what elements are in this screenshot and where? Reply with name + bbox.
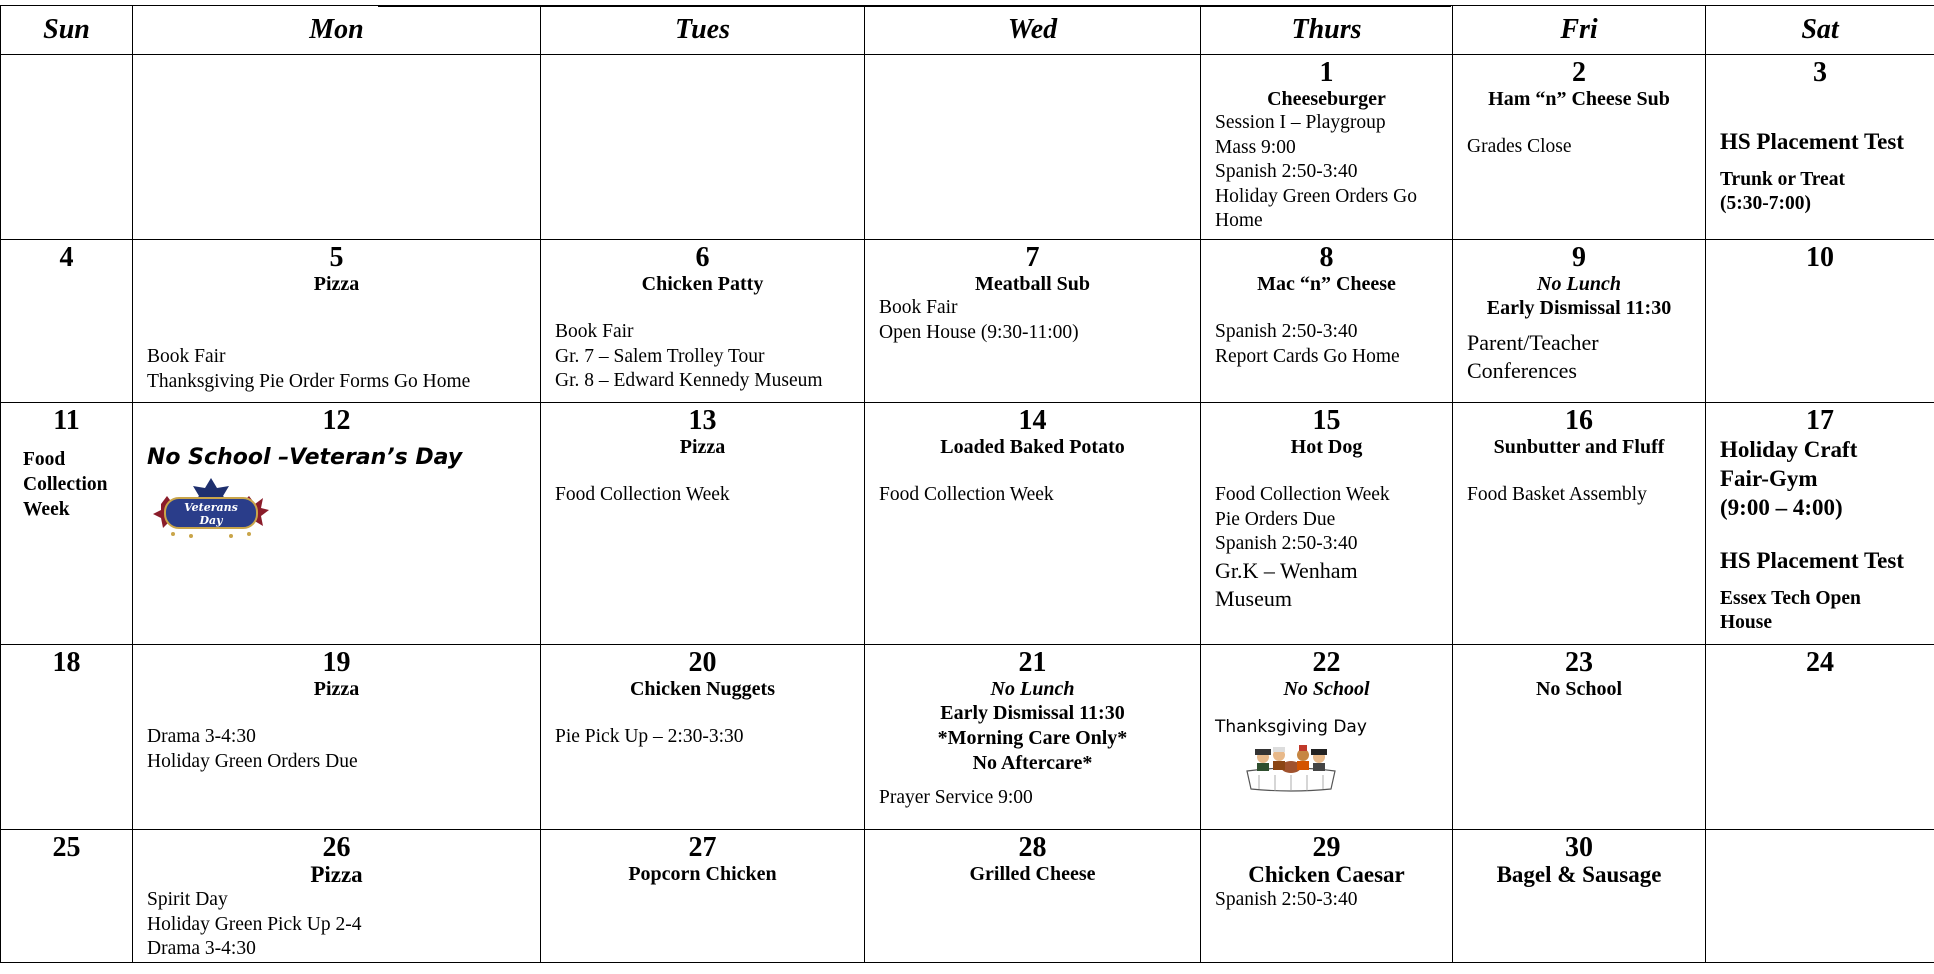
day-number: 14 (1018, 405, 1047, 436)
day-number: 4 (59, 242, 74, 273)
day-cell-5 (133, 240, 541, 403)
day-number: 13 (688, 405, 717, 436)
header-sun: Sun (1, 6, 133, 55)
day-cell-15 (1201, 403, 1453, 645)
lunch-menu: Meatball Sub (974, 273, 1091, 295)
week-row-1 (1, 55, 1934, 240)
event-bold: Week (23, 499, 70, 520)
header-fri: Fri (1453, 6, 1706, 55)
day-number: 12 (322, 405, 351, 436)
day-cell-9 (1453, 240, 1706, 403)
early-dismissal: Early Dismissal 11:30 (940, 702, 1125, 724)
week-row-5 (1, 830, 1934, 963)
lunch-menu: Chicken Caesar (1248, 862, 1405, 887)
weekday-header-row (1, 6, 1934, 55)
day-cell-23 (1453, 645, 1706, 830)
calendar-grid (0, 5, 1934, 963)
event-bold: HS Placement Test (1720, 129, 1904, 154)
day-number: 7 (1025, 242, 1040, 273)
event-line: Spanish 2:50-3:40 (1215, 533, 1358, 554)
lunch-menu: Pizza (313, 678, 360, 700)
lunch-menu: Sunbutter and Fluff (1493, 436, 1665, 458)
header-tue: Tues (541, 6, 865, 55)
event-line: Pie Orders Due (1215, 508, 1336, 530)
event-line: Gr. 7 – Salem Trolley Tour (555, 345, 765, 367)
no-school-note: No School (1535, 678, 1623, 700)
day-cell-empty (1, 55, 133, 240)
day-number: 3 (1813, 57, 1827, 88)
day-cell-27 (541, 830, 865, 963)
event-line: Food Collection Week (879, 484, 1054, 505)
event-bold: Holiday Craft (1720, 437, 1858, 462)
day-number: 27 (688, 832, 717, 863)
event-line: Thanksgiving Day (1215, 717, 1367, 737)
event-line: Pie Pick Up – 2:30-3:30 (555, 726, 744, 747)
event-line: Open House (9:30-11:00) (879, 321, 1079, 343)
lunch-menu: Pizza (310, 862, 363, 887)
day-cell-30 (1453, 830, 1706, 963)
day-cell-empty (541, 55, 865, 240)
event-line: Session I – Playgroup (1215, 112, 1386, 133)
header-wed: Wed (865, 6, 1201, 55)
event-line: Spanish 2:50-3:40 (1215, 889, 1358, 910)
event-line: Book Fair (555, 321, 634, 342)
event-line: Mass 9:00 (1215, 136, 1296, 158)
day-cell-4 (1, 240, 133, 403)
care-note: No Aftercare* (972, 752, 1093, 774)
event-line: Museum (1215, 585, 1292, 611)
care-note: *Morning Care Only* (937, 727, 1128, 749)
no-school-title: No School –Veteran’s Day (147, 445, 463, 470)
day-cell-10 (1706, 240, 1934, 403)
day-cell-17 (1706, 403, 1934, 645)
day-number: 11 (53, 405, 80, 436)
day-cell-26 (133, 830, 541, 963)
day-number: 18 (52, 647, 81, 678)
no-school-note: No School (1283, 678, 1370, 700)
event-line: Prayer Service 9:00 (879, 787, 1033, 808)
day-number: 24 (1806, 647, 1834, 678)
event-bold: Trunk or Treat (1720, 169, 1845, 190)
day-number: 16 (1565, 405, 1593, 436)
day-number: 9 (1572, 242, 1586, 273)
day-cell-14 (865, 403, 1201, 645)
day-number: 17 (1806, 405, 1834, 436)
lunch-menu: Grilled Cheese (969, 863, 1096, 885)
badge-text-bottom: Day (199, 514, 223, 527)
event-line: Holiday Green Orders Go Home (1215, 185, 1417, 231)
day-cell-empty (133, 55, 541, 240)
event-line: Conferences (1467, 358, 1577, 383)
thanksgiving-dinner-illustration (1241, 741, 1341, 793)
event-line: Drama 3-4:30 (147, 726, 256, 747)
lunch-menu: Mac “n” Cheese (1257, 273, 1396, 295)
header-sat: Sat (1706, 6, 1934, 55)
week-row-4 (1, 645, 1934, 830)
day-cell-8 (1201, 240, 1453, 403)
day-cell-13 (541, 403, 865, 645)
event-bold: Fair-Gym (1720, 466, 1818, 491)
day-number: 19 (322, 647, 351, 678)
veterans-day-badge (151, 474, 271, 540)
lunch-menu: Pizza (313, 273, 360, 295)
day-number: 20 (688, 647, 717, 678)
day-cell-21 (865, 645, 1201, 830)
event-line: Drama 3-4:30 (147, 938, 256, 959)
day-cell-7 (865, 240, 1201, 403)
no-lunch-note: No Lunch (1537, 273, 1621, 295)
early-dismissal: Early Dismissal 11:30 (1486, 297, 1672, 319)
event-bold: Collection (23, 474, 108, 495)
lunch-menu: Loaded Baked Potato (940, 436, 1125, 458)
badge-text-top: Veterans (184, 501, 238, 514)
day-cell-25 (1, 830, 133, 963)
header-mon: Mon (133, 6, 541, 55)
day-number: 23 (1565, 647, 1593, 678)
day-number: 26 (322, 832, 351, 863)
day-number: 25 (52, 832, 81, 863)
day-cell-11 (1, 403, 133, 645)
day-number: 29 (1312, 832, 1341, 863)
day-cell-16 (1453, 403, 1706, 645)
day-number: 30 (1565, 832, 1593, 863)
day-number: 21 (1018, 647, 1047, 678)
day-cell-29 (1201, 830, 1453, 963)
day-number: 1 (1319, 57, 1334, 88)
event-line: Parent/Teacher (1467, 330, 1599, 355)
event-line: Food Collection Week (555, 484, 730, 505)
event-line: Food Basket Assembly (1467, 484, 1647, 505)
event-line: Gr. 8 – Edward Kennedy Museum (555, 370, 823, 391)
event-line: Book Fair (879, 297, 958, 318)
day-number: 15 (1312, 405, 1341, 436)
event-line: Grades Close (1467, 136, 1572, 157)
lunch-menu: Hot Dog (1290, 436, 1363, 458)
event-bold: HS Placement Test (1720, 548, 1904, 573)
day-cell-28 (865, 830, 1201, 963)
day-number: 8 (1319, 242, 1334, 273)
event-bold: House (1720, 612, 1773, 633)
event-line: Gr.K – Wenham (1215, 557, 1358, 583)
day-cell-3 (1706, 55, 1934, 240)
day-cell-empty (1706, 830, 1934, 963)
day-number: 10 (1806, 242, 1834, 273)
day-cell-19 (133, 645, 541, 830)
event-line: Report Cards Go Home (1215, 345, 1400, 367)
event-line: Holiday Green Pick Up 2-4 (147, 913, 362, 935)
event-line: Spanish 2:50-3:40 (1215, 161, 1358, 182)
day-cell-20 (541, 645, 865, 830)
lunch-menu: Cheeseburger (1267, 88, 1386, 110)
day-cell-24 (1706, 645, 1934, 830)
header-thu: Thurs (1201, 6, 1453, 55)
event-bold: Food (23, 449, 66, 470)
day-cell-12 (133, 403, 541, 645)
week-row-2 (1, 240, 1934, 403)
week-row-3 (1, 403, 1934, 645)
day-number: 28 (1018, 832, 1047, 863)
event-line: Thanksgiving Pie Order Forms Go Home (147, 370, 471, 392)
lunch-menu: Popcorn Chicken (628, 863, 777, 885)
lunch-menu: Chicken Patty (641, 273, 764, 295)
event-bold: Essex Tech Open (1720, 588, 1861, 609)
event-line: Book Fair (147, 346, 226, 367)
event-line: Holiday Green Orders Due (147, 750, 358, 772)
event-line: Spanish 2:50-3:40 (1215, 321, 1358, 342)
day-cell-18 (1, 645, 133, 830)
day-cell-2 (1453, 55, 1706, 240)
day-cell-22 (1201, 645, 1453, 830)
lunch-menu: Pizza (679, 436, 726, 458)
event-line: Food Collection Week (1215, 484, 1390, 505)
lunch-menu: Ham “n” Cheese Sub (1488, 88, 1670, 110)
no-lunch-note: No Lunch (990, 678, 1075, 700)
event-line: Spirit Day (147, 889, 228, 910)
lunch-menu: Bagel & Sausage (1496, 862, 1662, 887)
event-bold: (9:00 – 4:00) (1720, 495, 1843, 520)
day-number: 5 (329, 242, 344, 273)
day-cell-empty (865, 55, 1201, 240)
lunch-menu: Chicken Nuggets (629, 678, 775, 700)
day-number: 6 (695, 242, 710, 273)
day-number: 2 (1572, 57, 1586, 88)
event-bold: (5:30-7:00) (1720, 193, 1811, 214)
day-cell-6 (541, 240, 865, 403)
day-number: 22 (1312, 647, 1341, 678)
day-cell-1 (1201, 55, 1453, 240)
